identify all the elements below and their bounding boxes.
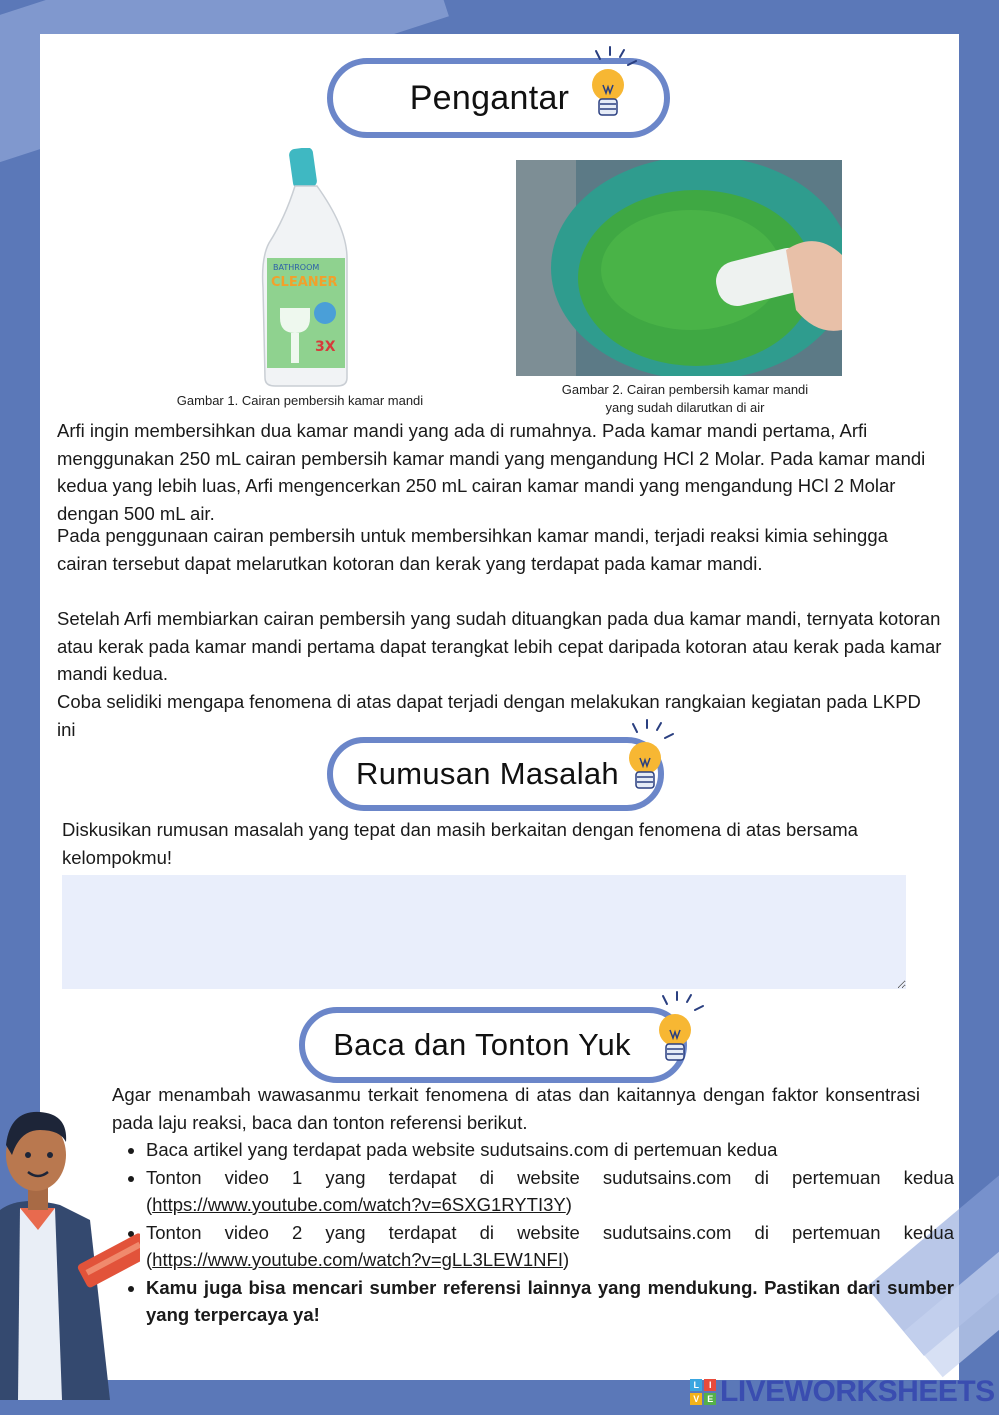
liveworksheets-logo <box>690 1374 995 1410</box>
reference-item-4: Kamu juga bisa mencari sumber referensi lainnya yang mendukung. Pastikan dari sumber yang terpercaya ya! <box>146 1276 954 1325</box>
video2-link[interactable]: https://www.youtube.com/watch?v=gLL3LEW1NFI <box>152 1249 563 1270</box>
figure2-caption-line2: yang sudah dilarutkan di air <box>605 400 765 415</box>
bottle-label-badge: 3X <box>315 339 336 355</box>
logo-tiles <box>690 1379 716 1405</box>
bottle-label-top: BATHROOM <box>273 263 320 272</box>
intro-paragraph-3: Setelah Arfi membiarkan cairan pembersih yang sudah dituangkan pada dua kamar mandi, ternyata kotoran atau kerak pada kamar mandi pertama dapat terangkat lebih cepat daripada kotoran atau kerak pada kamar mandi kedua. <box>57 608 942 684</box>
figure2-caption-line1: Gambar 2. Cairan pembersih kamar mandi <box>561 382 809 397</box>
diluted-cleaner-photo <box>516 160 842 376</box>
list-item: • Tonton video 2 yang terdapat di website sudutsains.com di pertemuan kedua (https://www.youtube.com/watch?v=gLL3LEW1NFI) <box>146 1219 954 1274</box>
teacher-illustration <box>0 1100 140 1400</box>
logo-tile: E <box>704 1393 716 1405</box>
intro-paragraph-2: Pada penggunaan cairan pembersih untuk membersihkan kamar mandi, terjadi reaksi kimia sehingga cairan tersebut dapat melarutkan kotoran dan kerak yang terdapat pada kamar mandi. <box>57 525 888 574</box>
list-item <box>146 1274 954 1329</box>
section-title-text: Pengantar <box>409 78 570 117</box>
section-title-text: Baca dan Tonton Yuk <box>333 1027 631 1062</box>
reference-item-1: Baca artikel yang terdapat pada website sudutsains.com di pertemuan kedua <box>146 1139 778 1160</box>
logo-tile: I <box>704 1379 716 1391</box>
reference-item-3: Tonton video 2 yang terdapat di website sudutsains.com di pertemuan kedua <box>146 1221 954 1243</box>
problem-answer-field[interactable] <box>62 875 906 989</box>
figure2-caption <box>520 381 850 417</box>
section-title-baca-tonton <box>299 1007 687 1083</box>
read-watch-intro: Agar menambah wawasanmu terkait fenomena di atas dan kaitannya dengan faktor konsentrasi pada laju reaksi, baca dan tonton referensi berikut. <box>112 1084 920 1133</box>
logo-tile: L <box>690 1379 702 1391</box>
video1-link[interactable]: https://www.youtube.com/watch?v=6SXG1RYTI3Y <box>152 1194 566 1215</box>
list-item: • Tonton video 1 yang terdapat di website sudutsains.com di pertemuan kedua (https://www.youtube.com/watch?v=6SXG1RYTI3Y) <box>146 1164 954 1219</box>
lightbulb-icon <box>645 990 715 1070</box>
figure1-caption: Gambar 1. Cairan pembersih kamar mandi <box>176 393 424 408</box>
intro-paragraph-1: Arfi ingin membersihkan dua kamar mandi yang ada di rumahnya. Pada kamar mandi pertama, Arfi menggunakan 250 mL cairan pembersih kamar mandi yang mengandung HCl 2 Molar. Pada kamar mandi kedua yang lebih luas, Arfi mengencerkan 250 mL cairan kamar mandi yang mengandung HCl 2 Molar dengan 500 mL air. <box>57 420 926 524</box>
cleaner-bottle-image <box>255 148 355 388</box>
bottle-label-brand: CLEANER <box>271 275 338 290</box>
list-item <box>146 1136 954 1164</box>
reference-list <box>112 1136 954 1329</box>
reference-item-2: Tonton video 1 yang terdapat di website sudutsains.com di pertemuan kedua <box>146 1166 954 1188</box>
intro-paragraph-4: Coba selidiki mengapa fenomena di atas dapat terjadi dengan melakukan rangkaian kegiatan pada LKPD ini <box>57 691 921 740</box>
problem-instruction: Diskusikan rumusan masalah yang tepat dan masih berkaitan dengan fenomena di atas bersama kelompokmu! <box>62 819 858 868</box>
section-title-rumusan-masalah <box>327 737 664 811</box>
logo-text: LIVEWORKSHEETS <box>720 1375 995 1408</box>
section-title-text: Rumusan Masalah <box>356 756 619 791</box>
lightbulb-icon <box>578 45 648 125</box>
logo-tile: V <box>690 1393 702 1405</box>
lightbulb-icon <box>615 718 685 798</box>
